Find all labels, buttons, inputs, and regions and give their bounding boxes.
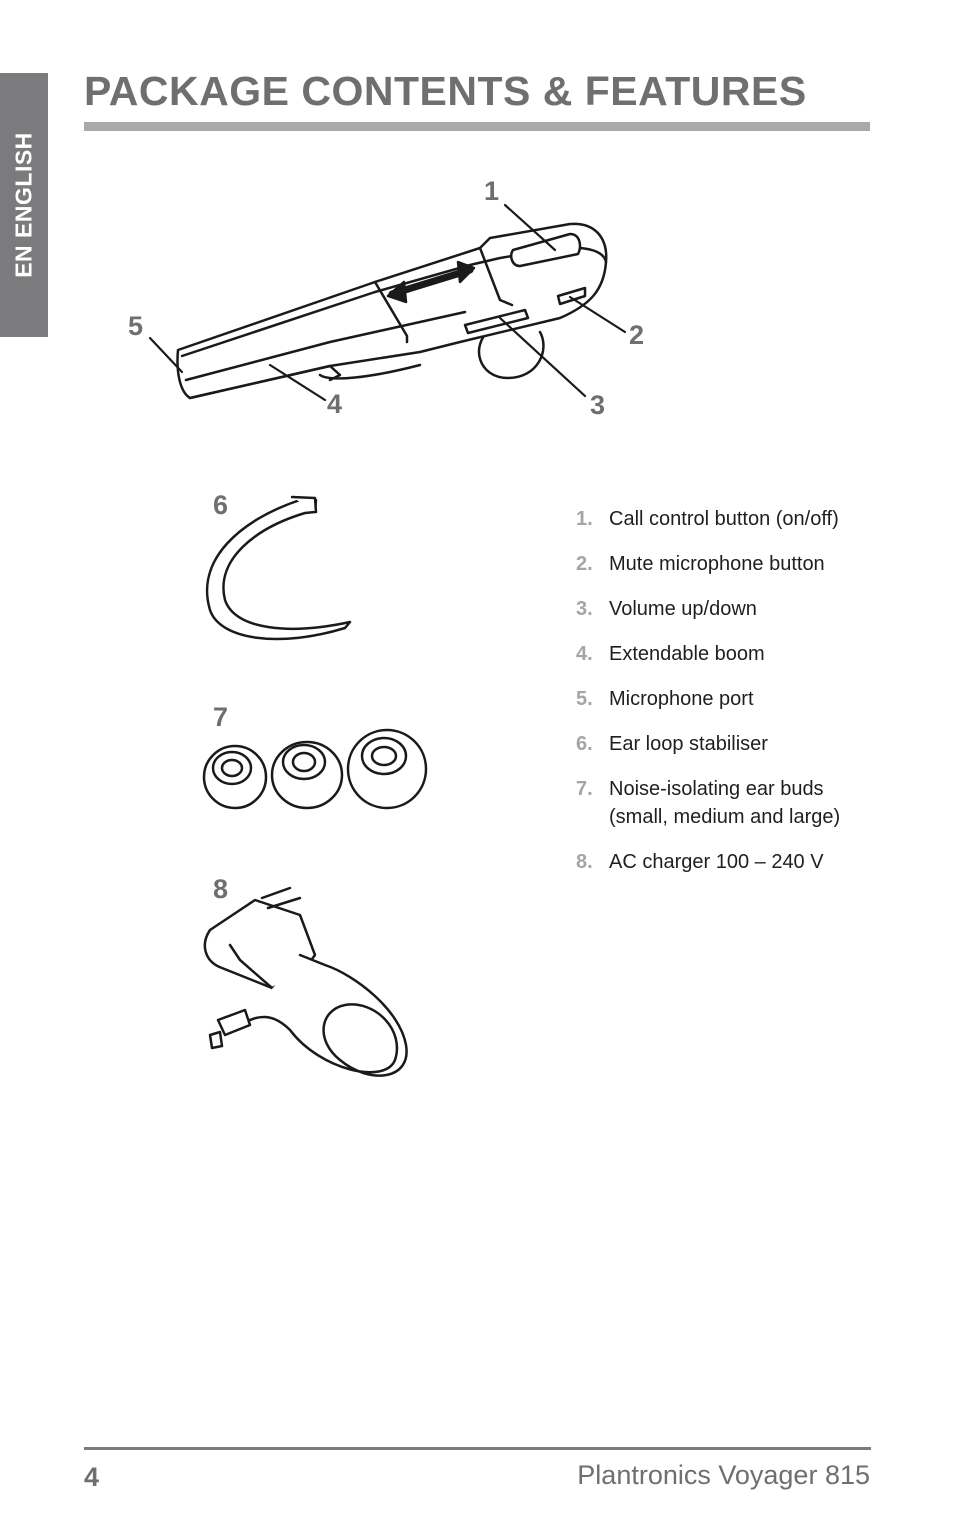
headset-illustration [178, 224, 607, 398]
feature-item: 7. Noise-isolating ear buds (small, medium and large) [576, 778, 841, 828]
callout-3: 3 [590, 390, 606, 420]
feature-list [576, 505, 906, 893]
ear-buds-illustration [204, 730, 426, 808]
ac-charger-illustration [205, 888, 407, 1076]
language-tab-label: EN ENGLISH [10, 132, 37, 278]
feature-item: 5. Microphone port [576, 688, 754, 710]
feature-item: 4. Extendable boom [576, 643, 765, 665]
feature-item: 2. Mute microphone button [576, 553, 825, 575]
footer-rule [84, 1447, 871, 1450]
feature-item: 8. AC charger 100 – 240 V [576, 851, 824, 873]
callout-2: 2 [629, 320, 645, 350]
callout-4: 4 [327, 389, 343, 419]
ear-loop-illustration [207, 497, 350, 639]
callout-6: 6 [213, 490, 229, 520]
callout-5: 5 [128, 311, 144, 341]
feature-item: 1. Call control button (on/off) [576, 508, 839, 530]
callout-1: 1 [484, 176, 500, 206]
feature-item: 3. Volume up/down [576, 598, 757, 620]
feature-item: 6. Ear loop stabiliser [576, 733, 768, 755]
callout-7: 7 [213, 702, 229, 732]
page-title: PACKAGE CONTENTS & FEATURES [84, 68, 807, 114]
page-number: 4 [84, 1462, 100, 1492]
product-name: Plantronics Voyager 815 [577, 1460, 870, 1490]
callout-8: 8 [213, 874, 229, 904]
headset-earbud-illustration [479, 330, 543, 378]
